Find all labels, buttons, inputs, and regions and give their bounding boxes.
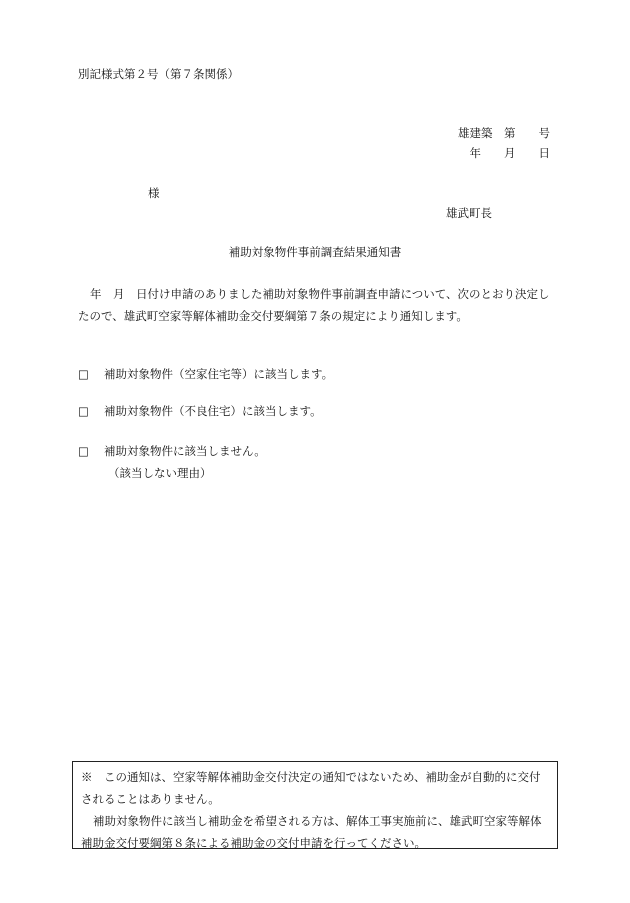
document-number: 雄建築 第 号 xyxy=(458,126,550,140)
reason-label: （該当しない理由） xyxy=(108,466,212,480)
notice-box xyxy=(72,761,558,849)
option-not-eligible xyxy=(78,443,266,460)
checkbox: □ xyxy=(78,444,89,458)
issuer: 雄武町長 xyxy=(446,206,492,220)
notice-line-1: ※ この通知は、空家等解体補助金交付決定の通知ではないため、補助金が自動的に交付されることはありません。 xyxy=(81,770,541,806)
form-number: 別記様式第２号（第７条関係） xyxy=(78,67,239,81)
option-label: 補助対象物件（不良住宅）に該当します。 xyxy=(104,404,322,418)
option-label: 補助対象物件に該当しません。 xyxy=(104,444,266,458)
checkbox: □ xyxy=(78,367,89,381)
option-eligible-vacant-house xyxy=(78,366,333,383)
notice-line-2: 補助対象物件に該当し補助金を希望される方は、解体工事実施前に、雄武町空家等解体補助金交付要綱第８条による補助金の交付申請を行ってください。 xyxy=(81,814,542,850)
document-date: 年 月 日 xyxy=(469,146,550,160)
document-title: 補助対象物件事前調査結果通知書 xyxy=(228,245,402,259)
addressee: 様 xyxy=(148,186,160,200)
option-label: 補助対象物件（空家住宅等）に該当します。 xyxy=(104,367,334,381)
body-paragraph: 年 月 日付け申請のありました補助対象物件事前調査申請について、次のとおり決定したので、雄武町空家等解体補助金交付要綱第７条の規定により通知します。 xyxy=(78,287,550,323)
checkbox: □ xyxy=(78,404,89,418)
option-eligible-defective-house xyxy=(78,403,322,420)
